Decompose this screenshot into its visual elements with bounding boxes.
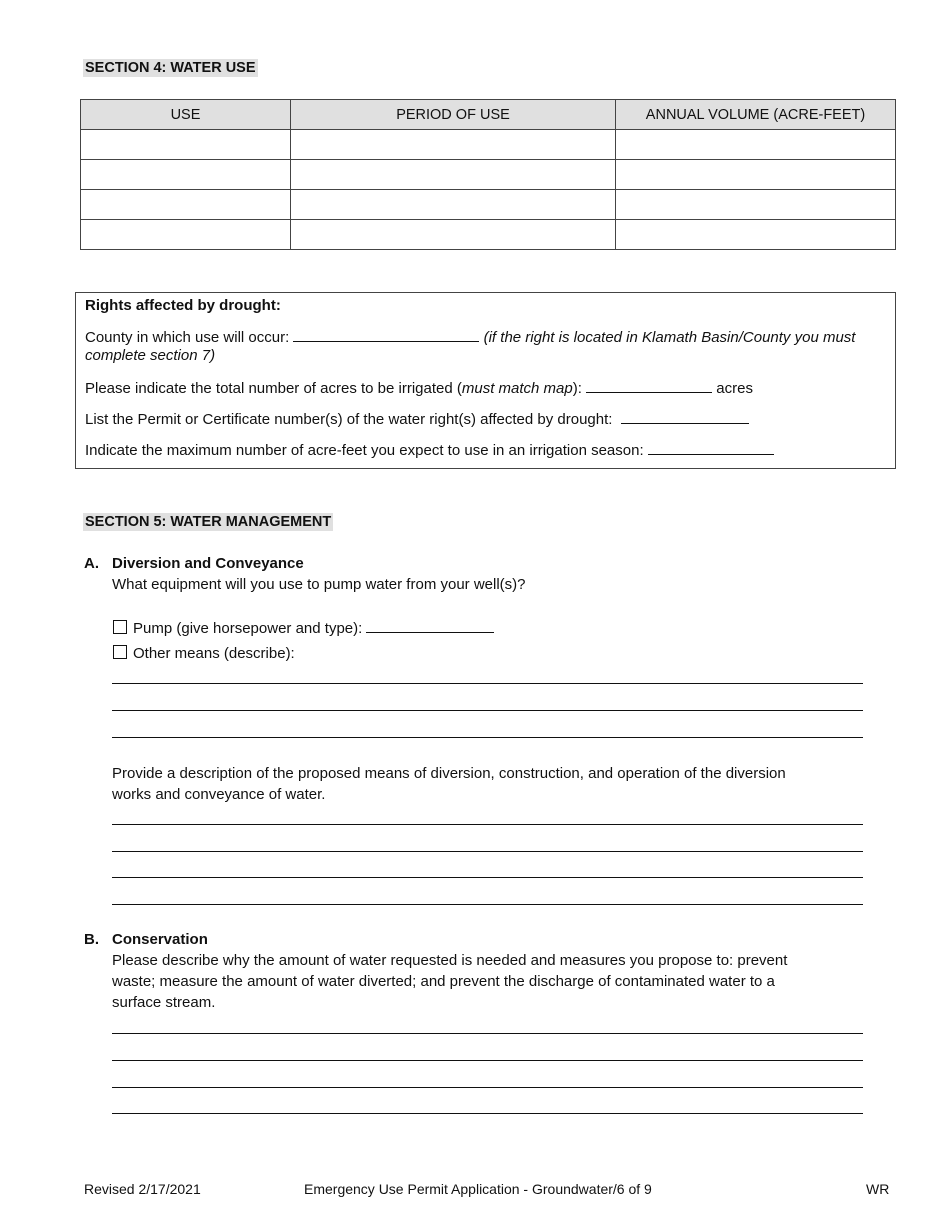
answer-line[interactable] [112,1033,863,1034]
permit-field[interactable] [621,409,749,424]
answer-line[interactable] [112,904,863,905]
col-header-period: PERIOD OF USE [291,100,616,130]
table-cell[interactable] [81,160,291,190]
section-a-letter: A. [84,555,99,572]
max-line [85,440,774,459]
water-use-table [80,99,896,250]
section4-title: SECTION 4: WATER USE [85,60,256,76]
rights-box [75,292,896,469]
county-note-cont [85,347,215,364]
conservation-line1: Please describe why the amount of water requested is needed and measures you propose to: prevent [112,952,788,969]
table-cell[interactable] [291,190,616,220]
footer-revised: Revised 2/17/2021 [84,1181,201,1197]
section-a-heading: Diversion and Conveyance [112,555,304,572]
other-label: Other means (describe): [133,645,295,662]
answer-line[interactable] [112,737,863,738]
acres-line [85,378,753,397]
conservation-line2: waste; measure the amount of water diverted; and prevent the discharge of contaminated water to a [112,973,775,990]
table-cell[interactable] [81,220,291,250]
pump-checkbox[interactable] [113,620,127,634]
answer-line[interactable] [112,824,863,825]
table-cell[interactable] [291,220,616,250]
table-row [81,160,896,190]
table-header-row [81,100,896,130]
answer-line[interactable] [112,683,863,684]
col-header-use: USE [81,100,291,130]
pump-field[interactable] [366,618,494,633]
table-cell[interactable] [81,130,291,160]
section-b-heading: Conservation [112,931,208,948]
max-label: Indicate the maximum number of acre-feet you expect to use in an irrigation season: [85,442,644,459]
county-field[interactable] [293,327,479,342]
answer-line[interactable] [112,1087,863,1088]
acres-unit: acres [716,380,753,397]
other-checkbox[interactable] [113,645,127,659]
permit-label: List the Permit or Certificate number(s) of the water right(s) affected by drought: [85,411,613,428]
answer-line[interactable] [112,851,863,852]
table-cell[interactable] [291,160,616,190]
table-cell[interactable] [616,220,896,250]
county-note-2: complete section 7) [85,347,216,364]
answer-line[interactable] [112,710,863,711]
table-cell[interactable] [616,160,896,190]
table-cell[interactable] [81,190,291,220]
max-acre-feet-field[interactable] [648,440,774,455]
section-b-letter: B. [84,931,99,948]
pump-option [113,618,494,637]
rights-heading: Rights affected by drought: [85,297,281,314]
county-label: County in which use will occur: [85,329,290,346]
section5-title: SECTION 5: WATER MANAGEMENT [85,514,332,530]
answer-line[interactable] [112,1060,863,1061]
other-option [113,645,295,662]
table-row [81,190,896,220]
acres-prefix: Please indicate the total number of acres to be irrigated ( [85,380,462,397]
diversion-description-line1: Provide a description of the proposed means of diversion, construction, and operation of the diversion [112,765,786,782]
acres-field[interactable] [586,378,712,393]
diversion-description-line2: works and conveyance of water. [112,786,326,803]
acres-italic: must match map [461,380,573,397]
county-line [85,327,855,346]
acres-suffix: ): [572,380,582,397]
table-row [81,130,896,160]
answer-line[interactable] [112,877,863,878]
table-cell[interactable] [291,130,616,160]
table-cell[interactable] [616,190,896,220]
county-note: (if the right is located in Klamath Basin/County you must [483,329,856,346]
col-header-volume: ANNUAL VOLUME (ACRE-FEET) [616,100,896,130]
footer-title: Emergency Use Permit Application - Groundwater/6 of 9 [304,1181,652,1197]
table-row [81,220,896,250]
table-cell[interactable] [616,130,896,160]
conservation-line3: surface stream. [112,994,216,1011]
permit-line [85,409,749,428]
footer-code: WR [866,1181,890,1197]
pump-label: Pump (give horsepower and type): [133,620,363,637]
section-a-question: What equipment will you use to pump water from your well(s)? [112,576,526,593]
answer-line[interactable] [112,1113,863,1114]
